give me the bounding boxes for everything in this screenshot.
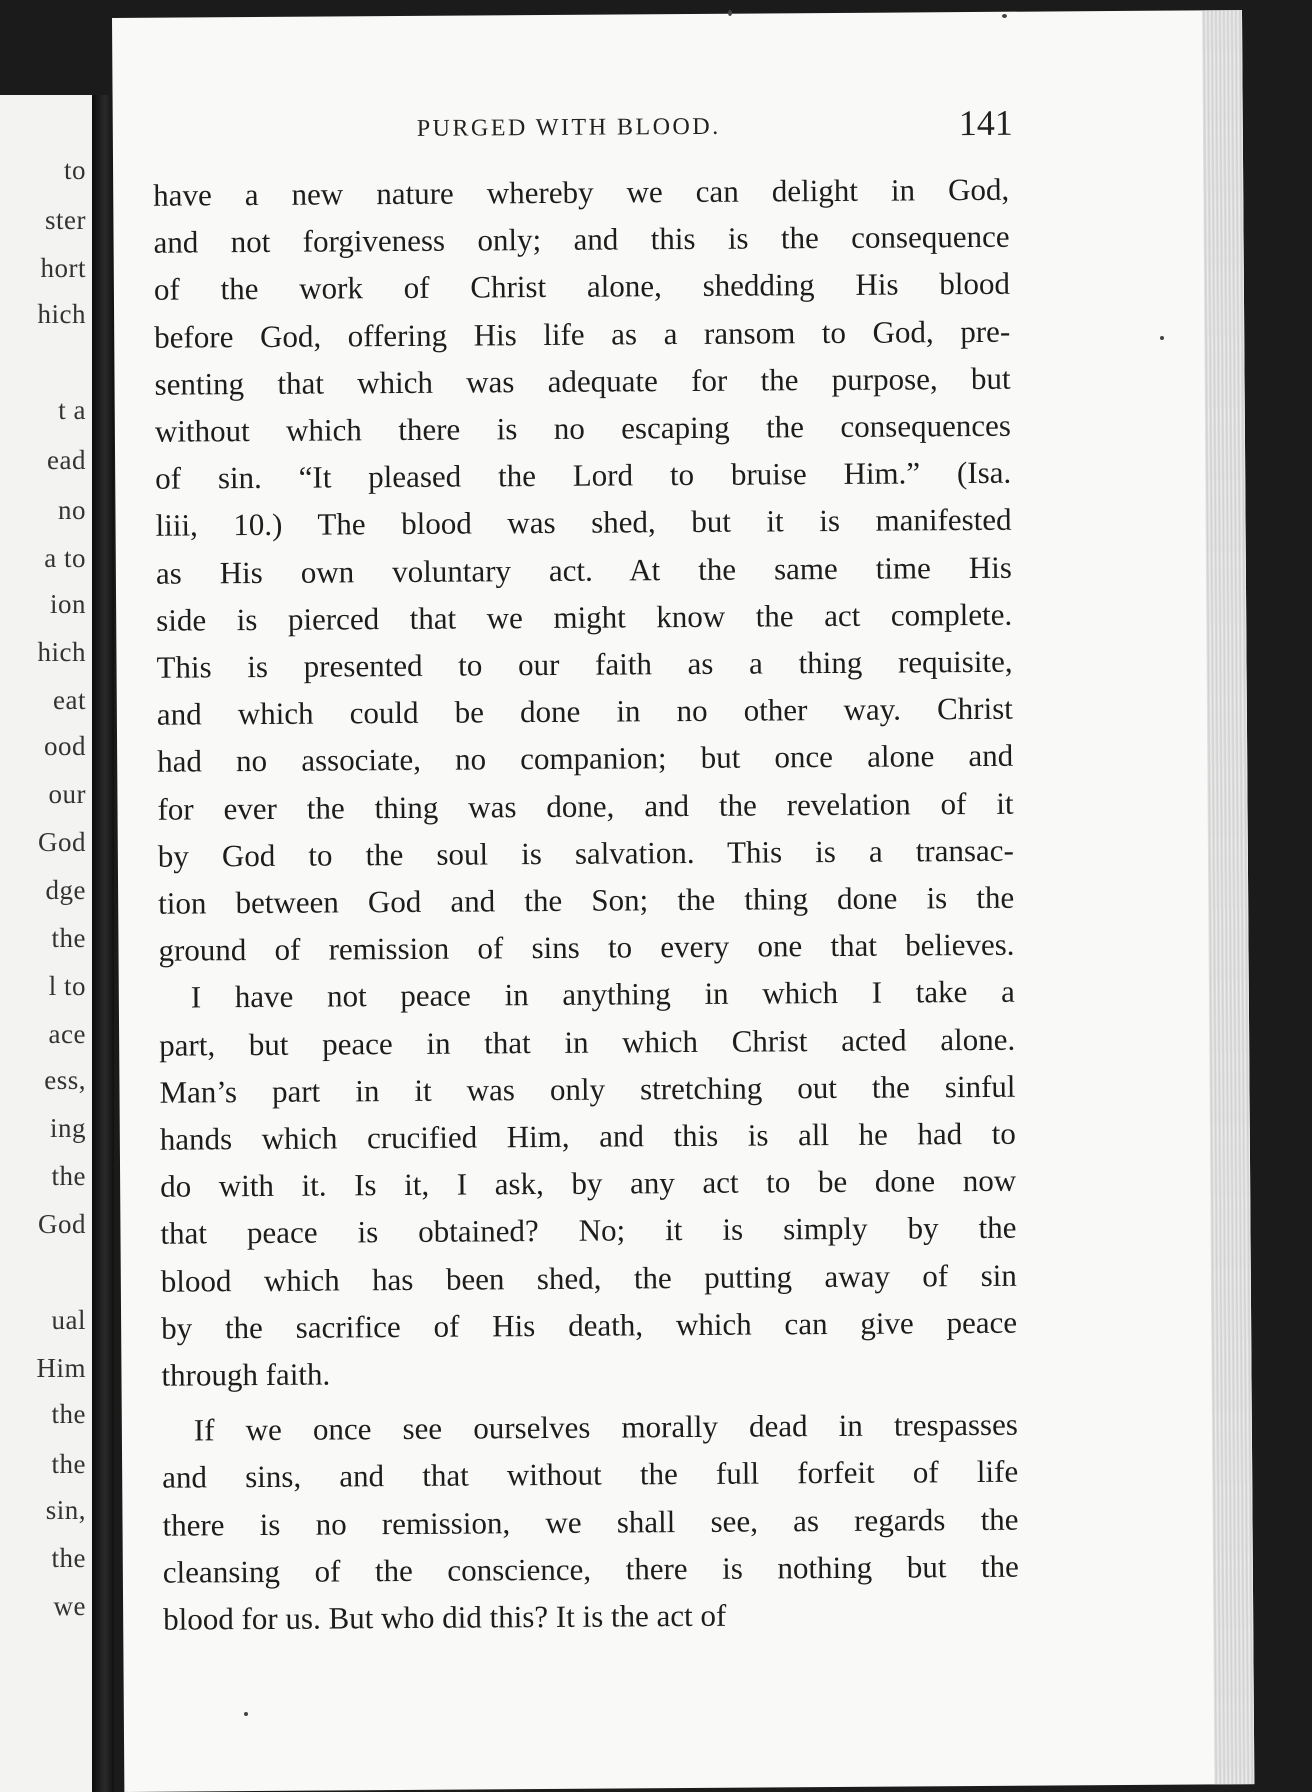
left-page-fragment: l to [48, 971, 86, 1001]
left-page-fragment: our [48, 779, 86, 809]
text-line: had no associate, no companion; but once alone and [157, 737, 1014, 779]
text-line: Man’s part in it was only stretching out the sinful [159, 1068, 1016, 1110]
left-page-fragment: the [51, 1449, 86, 1479]
left-page-fragment: eat [53, 685, 86, 715]
text-line: of sin. “It pleased the Lord to bruise Him.” (Isa. [155, 454, 1012, 496]
left-page-fragment: the [51, 1543, 86, 1573]
text-line: This is presented to our faith as a thing requisite, [156, 643, 1013, 685]
text-line: and not forgiveness only; and this is the consequence [153, 218, 1010, 260]
dust-speck [244, 1712, 248, 1716]
left-page-fragment: ion [49, 589, 86, 619]
left-page-fragment: to [63, 155, 86, 185]
dust-speck [1002, 14, 1007, 18]
left-page-fragment: God [38, 827, 86, 857]
dust-speck [728, 10, 732, 16]
running-head: PURGED WITH BLOOD. [416, 113, 721, 142]
text-line: that peace is obtained? No; it is simply by the [160, 1209, 1017, 1251]
text-line: blood for us. But who did this? It is the act of [163, 1597, 727, 1637]
left-page-fragment: ing [49, 1113, 86, 1143]
left-page-fragment: hich [37, 299, 86, 329]
left-page-fragment: ual [51, 1305, 86, 1335]
text-line: senting that which was adequate for the purpose, but [154, 360, 1011, 402]
left-page-fragment: ead [47, 445, 86, 475]
dust-speck [1160, 336, 1164, 340]
text-line: and which could be done in no other way. Christ [156, 690, 1013, 732]
text-line: there is no remission, we shall see, as regards the [162, 1501, 1019, 1543]
left-page-fragment: God [38, 1209, 86, 1239]
text-line: before God, offering His life as a ransom to God, pre- [154, 313, 1011, 355]
page-number: 141 [958, 102, 1013, 144]
text-line: tion between God and the Son; the thing done is the [158, 879, 1015, 921]
text-line: as His own voluntary act. At the same time His [155, 549, 1012, 591]
text-line: of the work of Christ alone, shedding His blood [153, 265, 1010, 307]
text-line: through faith. [161, 1356, 331, 1393]
left-page-fragment: we [53, 1591, 86, 1621]
facing-page-left [0, 95, 92, 1792]
left-page-fragment: ess, [44, 1065, 86, 1095]
text-line: do with it. Is it, I ask, by any act to be done now [160, 1162, 1017, 1204]
left-page-fragment: hort [40, 253, 86, 283]
page-edge [1202, 10, 1254, 1784]
text-line: for ever the thing was done, and the revelation of it [157, 785, 1014, 827]
text-line: I have not peace in anything in which I take a [190, 973, 1015, 1015]
left-page-fragment: ood [44, 731, 86, 761]
text-line: liii, 10.) The blood was shed, but it is manifested [155, 501, 1012, 543]
left-page-fragment: the [51, 1399, 86, 1429]
text-line: hands which crucified Him, and this is all he had to [159, 1115, 1016, 1157]
text-line: side is pierced that we might know the act complete. [156, 596, 1013, 638]
left-page-fragment: a to [44, 543, 86, 573]
text-line: If we once see ourselves morally dead in trespasses [193, 1406, 1018, 1448]
text-line: cleansing of the conscience, there is nothing but the [162, 1548, 1019, 1590]
text-line: have a new nature whereby we can delight in God, [153, 171, 1010, 213]
left-page-fragment: ster [45, 205, 86, 235]
left-page-fragment: the [51, 1161, 86, 1191]
text-line: by God to the soul is salvation. This is a transac- [157, 832, 1014, 874]
text-line: blood which has been shed, the putting away of sin [160, 1257, 1017, 1299]
left-page-fragment: ace [48, 1019, 86, 1049]
left-page-fragment: Him [36, 1353, 86, 1383]
book-page-141 [112, 10, 1254, 1792]
book-gutter [92, 95, 114, 1792]
text-line: ground of remission of sins to every one that believes. [158, 926, 1015, 968]
text-line: and sins, and that without the full forfeit of life [162, 1453, 1019, 1495]
text-line: without which there is no escaping the consequences [154, 407, 1011, 449]
left-page-fragment: dge [45, 875, 86, 905]
text-line: part, but peace in that in which Christ acted alone. [159, 1021, 1016, 1063]
left-page-fragment: sin, [45, 1495, 86, 1525]
left-page-fragment: no [58, 495, 86, 525]
left-page-fragment: the [51, 923, 86, 953]
left-page-fragment: hich [37, 637, 86, 667]
left-page-fragment: t a [58, 395, 86, 425]
text-line: by the sacrifice of His death, which can give peace [161, 1304, 1018, 1346]
